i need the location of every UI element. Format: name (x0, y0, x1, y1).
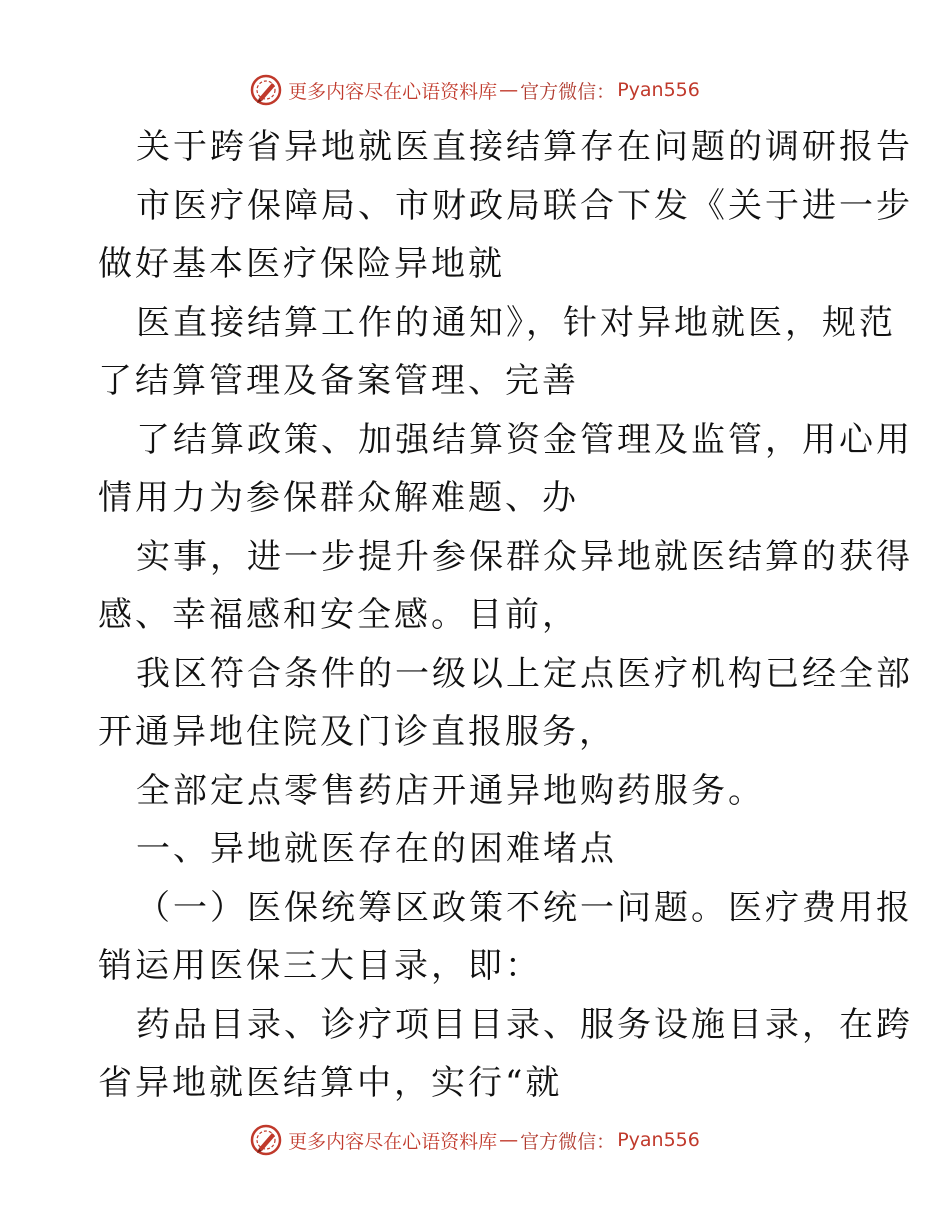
paragraph-line: 我区符合条件的一级以上定点医疗机构已经全部 (136, 653, 913, 694)
banner-dash: — (499, 1129, 519, 1151)
paragraph-line: 市医疗保障局、市财政局联合下发《关于进一步 (136, 185, 913, 226)
paragraph-line: 省异地就医结算中，实行“就 (98, 1063, 563, 1103)
paragraph-line: 全部定点零售药店开通异地购药服务。 (136, 770, 765, 811)
document-body (98, 118, 913, 1113)
paragraph-line: 实事，进一步提升参保群众异地就医结算的获得 (136, 536, 913, 577)
banner-wechat-id: Pyan556 (617, 79, 700, 101)
banner-wechat-id: Pyan556 (617, 1129, 700, 1151)
section-heading: 一、异地就医存在的困难堵点 (136, 829, 617, 869)
paragraph-line: 药品目录、诊疗项目目录、服务设施目录，在跨 (136, 1004, 913, 1045)
banner-text: 更多内容尽在心语资料库 (288, 1130, 498, 1153)
paragraph-line: 了结算政策、加强结算资金管理及监管，用心用 (136, 419, 913, 460)
paragraph-line: 开通异地住院及门诊直报服务， (98, 712, 616, 752)
header-banner (0, 70, 950, 110)
paragraph-line: 销运用医保三大目录，即： (98, 946, 542, 986)
paragraph-line: （一）医保统筹区政策不统一问题。医疗费用报 (136, 887, 913, 928)
document-title: 关于跨省异地就医直接结算存在问题的调研报告 (136, 127, 913, 167)
banner-dash: — (499, 79, 519, 101)
paragraph-line: 了结算管理及备案管理、完善 (98, 361, 579, 401)
paragraph-line: 感、幸福感和安全感。目前， (98, 595, 579, 635)
paragraph-line: 情用力为参保群众解难题、办 (98, 478, 579, 518)
banner-wechat-label: 官方微信： (520, 80, 616, 103)
pen-logo-icon (250, 74, 282, 106)
paragraph-line: 医直接结算工作的通知》，针对异地就医，规范 (136, 302, 896, 343)
banner-text: 更多内容尽在心语资料库 (288, 80, 498, 103)
pen-logo-icon (250, 1124, 282, 1156)
paragraph-line: 做好基本医疗保险异地就 (98, 244, 505, 284)
banner-wechat-label: 官方微信： (520, 1130, 616, 1153)
footer-banner (0, 1120, 950, 1160)
